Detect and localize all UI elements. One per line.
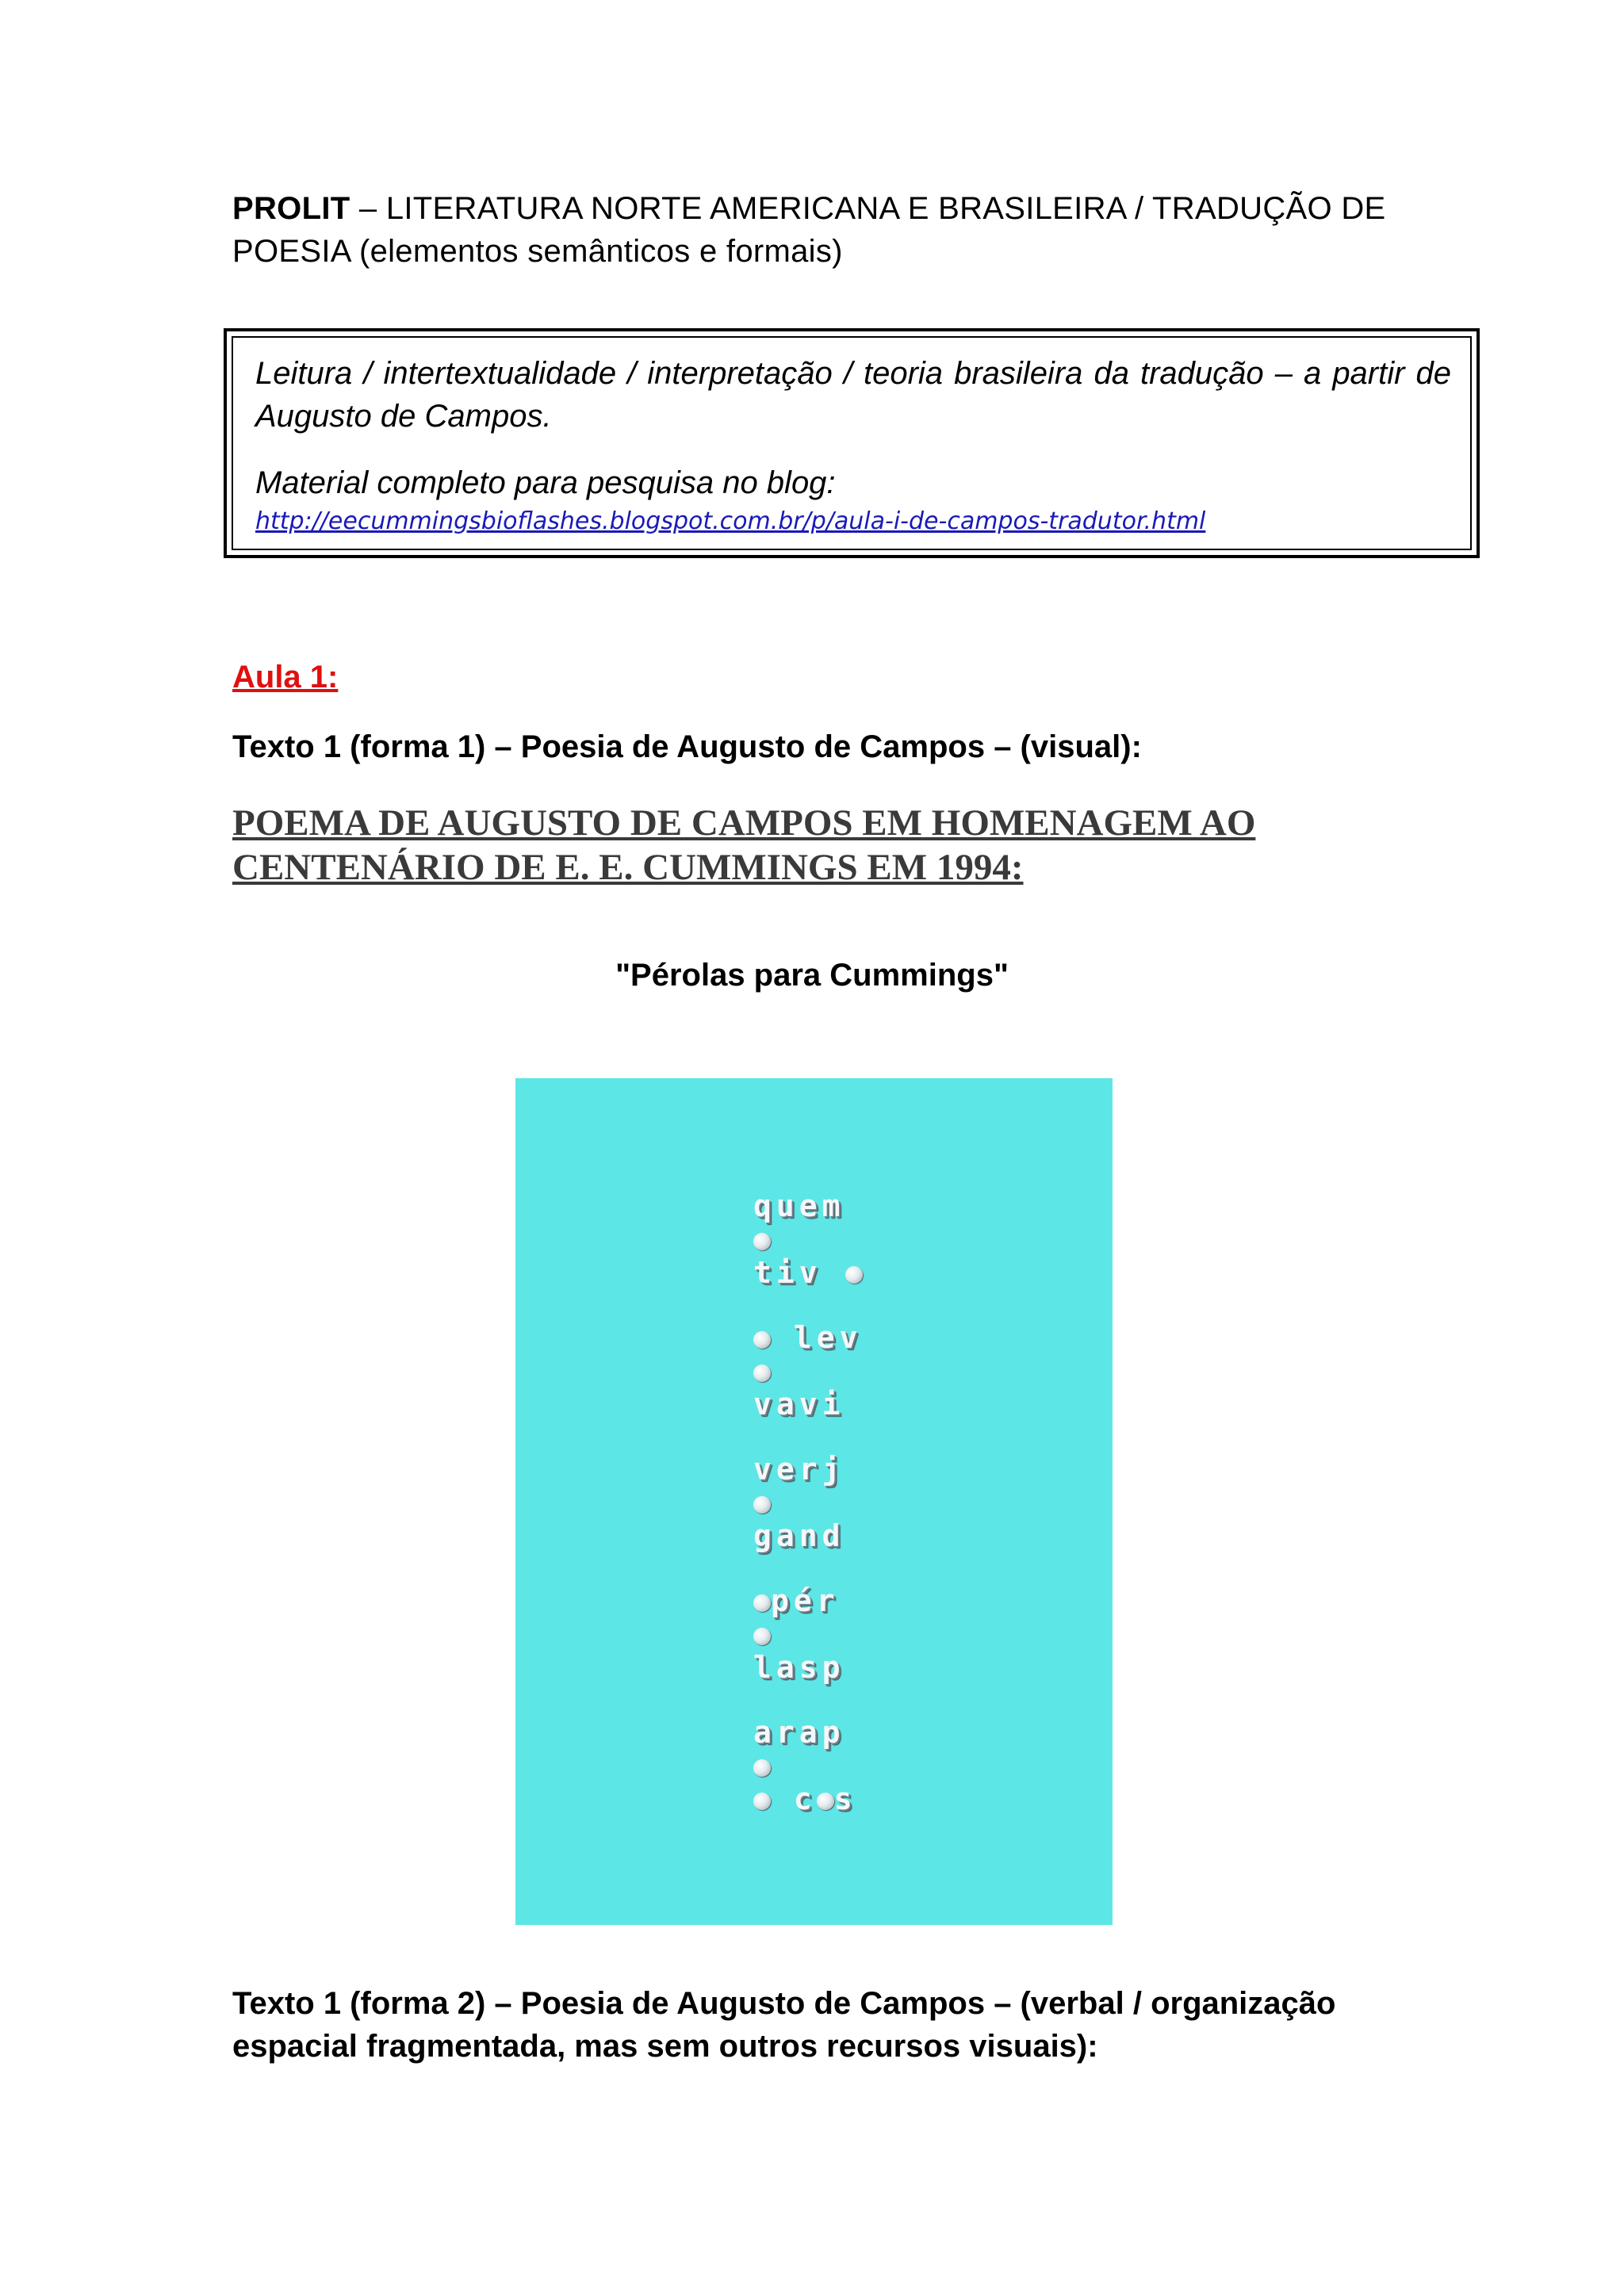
poem-line-text: lev [793,1320,863,1355]
poem-line-text: pér [771,1583,840,1618]
poem-line [753,1584,863,1617]
poem-line: arap [753,1715,845,1750]
pearl-icon [753,1331,771,1349]
aula-heading: Aula 1: [232,660,339,695]
heading-subject: – LITERATURA NORTE AMERICANA E BRASILEIRA / TRADUÇÃO DE POESIA (elementos semânticos e formais) [232,191,1386,269]
poem-line: gand [753,1518,845,1553]
pearl-icon [753,1364,771,1382]
poem-line [753,1486,863,1519]
poem-line-text: tiv [753,1255,822,1290]
texto1-forma2-heading: Texto 1 (forma 2) – Poesia de Augusto de Campos – (verbal / organização espacial fragmentada, mas sem outros recursos visuais): [232,1986,1336,2064]
poem-line [753,1749,863,1782]
document-heading [232,187,1398,273]
poem-title: "Pérolas para Cummings" [615,958,1009,993]
poem-line [753,1321,863,1354]
pearl-icon [753,1793,771,1810]
pearl-icon [753,1759,771,1777]
visual-poem-image [515,1078,1113,1925]
info-box-description: Leitura / intertextualidade / interpretação / teoria brasileira da tradução – a partir de Augusto de Campos. [255,356,1451,434]
info-box-blog-label: Material completo para pesquisa no blog: [255,465,836,500]
info-box-inner [232,336,1472,550]
poem-line [753,1223,863,1256]
visual-poem-text [753,1189,863,1816]
pearl-icon [753,1594,771,1612]
texto1-forma1-heading: Texto 1 (forma 1) – Poesia de Augusto de Campos – (visual): [232,729,1142,764]
poem-line: c s [753,1782,863,1816]
poem-line [753,1617,863,1651]
poem-line: lasp [753,1650,845,1685]
heading-prolit: PROLIT [232,191,350,226]
pearl-icon [753,1628,771,1645]
pearl-icon [817,1793,834,1810]
blog-link[interactable]: http://eecummingsbioflashes.blogspot.com.br/p/aula-i-de-campos-tradutor.html [255,507,1206,535]
poem-line: verj [753,1452,845,1487]
pearl-icon [753,1496,771,1513]
pearl-icon [845,1266,863,1284]
poem-line [753,1354,863,1387]
poem-line: quem [753,1188,845,1223]
poem-line [753,1256,863,1289]
poem-section-title: POEMA DE AUGUSTO DE CAMPOS EM HOMENAGEM AO CENTENÁRIO DE E. E. CUMMINGS EM 1994: [232,802,1256,888]
poem-line: vavi [753,1387,845,1422]
info-box [224,328,1480,558]
pearl-icon [753,1233,771,1250]
